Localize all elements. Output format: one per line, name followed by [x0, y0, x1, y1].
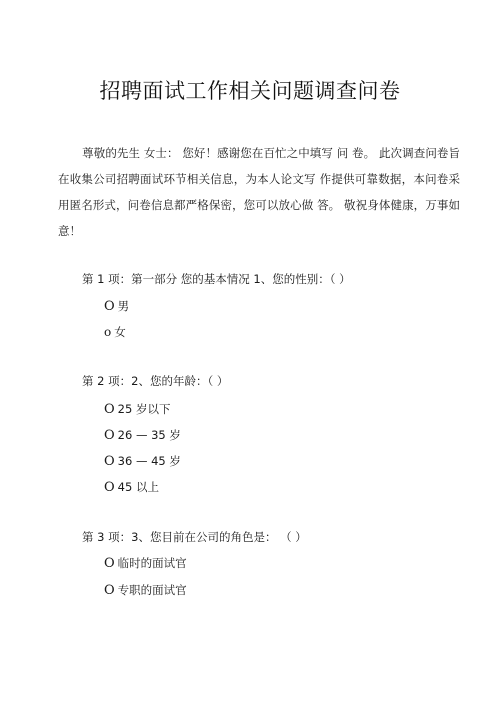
radio-circle-icon[interactable]: O — [104, 428, 115, 443]
option-age-36-45[interactable] — [104, 453, 181, 470]
document-title: 招聘面试工作相关问题调查问卷 — [99, 79, 401, 103]
question-1: 第 1 项：第一部分 您的基本情况 1、您的性别：（ ） — [82, 272, 351, 286]
option-label: 临时的面试官 — [117, 556, 187, 570]
option-label: 26 — 35 岁 — [117, 428, 181, 442]
option-label: 45 以上 — [117, 480, 159, 494]
radio-circle-icon[interactable]: O — [104, 583, 115, 598]
radio-circle-icon[interactable]: o — [104, 325, 112, 339]
option-age-under-25[interactable] — [104, 401, 170, 418]
option-label: 女 — [114, 325, 126, 339]
option-age-26-35[interactable] — [104, 427, 181, 444]
option-male[interactable] — [104, 298, 129, 315]
radio-circle-icon[interactable]: O — [104, 454, 115, 469]
option-label: 25 岁以下 — [117, 402, 171, 416]
option-age-over-45[interactable] — [104, 479, 159, 496]
option-full-time-interviewer[interactable] — [104, 582, 187, 599]
radio-circle-icon[interactable]: O — [104, 480, 115, 495]
option-label: 专职的面试官 — [117, 583, 187, 597]
radio-circle-icon[interactable]: O — [104, 299, 115, 314]
intro-text: 尊敬的先生 女士： 您好！感谢您在百忙之中填写 问 卷。 此次调查问卷旨在收集公司招聘面试环节相关信息，为本人论文写 作提供可靠数据，本问卷采用匿名形式，问卷信息都严格保密，您可以放心做 答。 敬祝身体健康，万事如意！ — [58, 146, 460, 238]
radio-circle-icon[interactable]: O — [104, 556, 115, 571]
question-3: 第 3 项：3、您目前在公司的角色是： （ ） — [82, 530, 307, 544]
radio-circle-icon[interactable]: O — [104, 402, 115, 417]
option-label: 男 — [117, 299, 130, 313]
question-2: 第 2 项：2、您的年龄：（ ） — [82, 374, 229, 388]
intro-paragraph — [58, 140, 460, 244]
option-female[interactable] — [104, 324, 126, 340]
option-label: 36 — 45 岁 — [117, 454, 181, 468]
option-temporary-interviewer[interactable] — [104, 555, 187, 572]
